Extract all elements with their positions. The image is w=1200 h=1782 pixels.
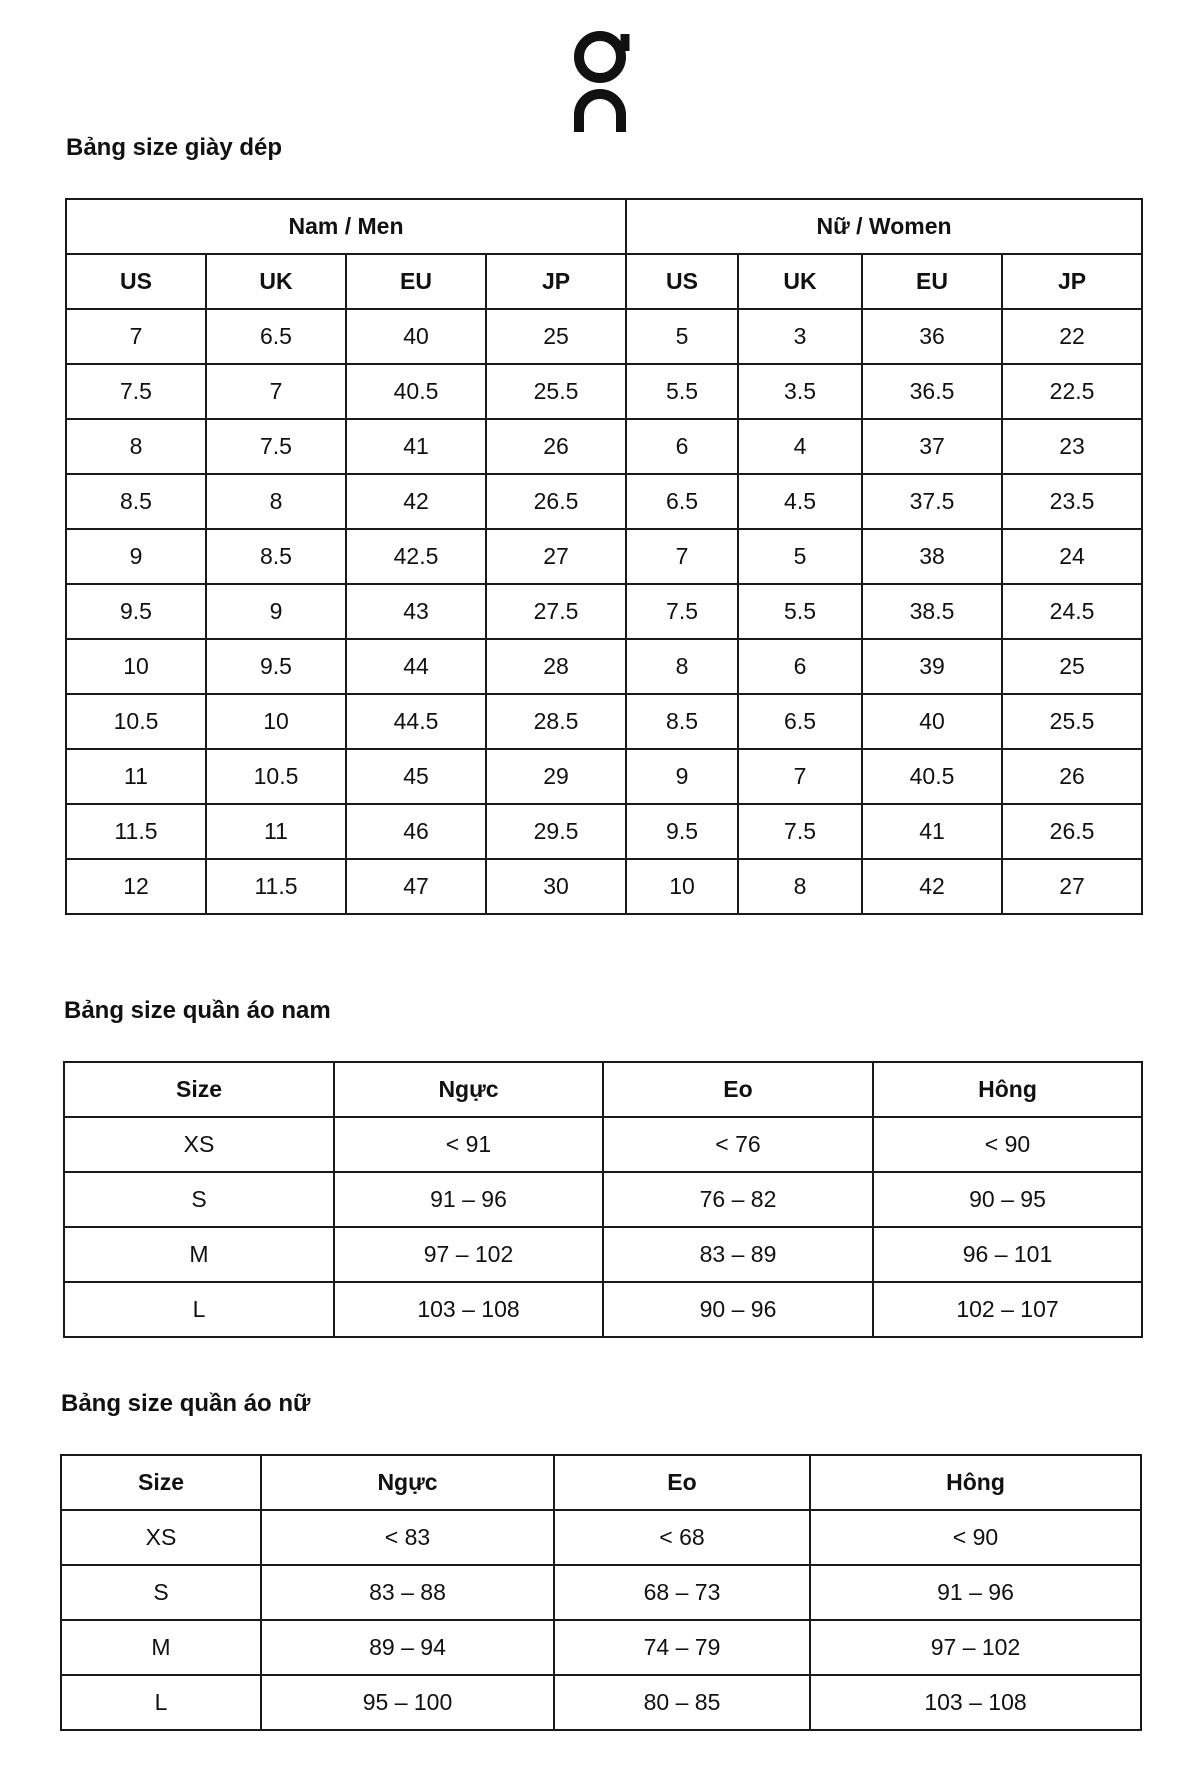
table-cell: 29.5 [486,804,626,859]
table-cell: 97 – 102 [810,1620,1141,1675]
table-cell: 8.5 [626,694,738,749]
table-cell: 37 [862,419,1002,474]
table-cell: 36 [862,309,1002,364]
table-cell: 4 [738,419,862,474]
shoe-col-header-eu: EU [346,254,486,309]
table-row [66,309,1142,364]
table-cell: 3.5 [738,364,862,419]
table-cell: 90 – 96 [603,1282,873,1337]
table-cell: 97 – 102 [334,1227,603,1282]
table-cell: 27 [1002,859,1142,914]
table-cell: 26 [486,419,626,474]
table-cell: M [64,1227,334,1282]
table-row [61,1620,1141,1675]
women-col-header-h-ng: Hông [810,1455,1141,1510]
table-cell: 95 – 100 [261,1675,554,1730]
women-table-body [61,1510,1141,1730]
on-brand-logo-icon [569,24,631,136]
shoe-col-header-uk: UK [206,254,346,309]
table-cell: 26 [1002,749,1142,804]
women-clothing-title: Bảng size quần áo nữ [61,1390,311,1417]
table-row [66,529,1142,584]
men-clothing-size-table [63,1061,1143,1338]
men-clothing-title: Bảng size quần áo nam [64,997,331,1024]
table-cell: 8 [66,419,206,474]
table-cell: 44 [346,639,486,694]
table-cell: 6 [626,419,738,474]
table-cell: XS [64,1117,334,1172]
table-cell: 22 [1002,309,1142,364]
table-cell: 7.5 [626,584,738,639]
table-cell: < 68 [554,1510,810,1565]
men-table-body [64,1117,1142,1337]
table-cell: 23.5 [1002,474,1142,529]
table-cell: 40 [862,694,1002,749]
table-cell: 25 [486,309,626,364]
table-cell: 10.5 [206,749,346,804]
table-cell: 28.5 [486,694,626,749]
table-cell: M [61,1620,261,1675]
table-cell: 8 [626,639,738,694]
table-cell: 42.5 [346,529,486,584]
table-cell: 36.5 [862,364,1002,419]
table-cell: 91 – 96 [810,1565,1141,1620]
table-cell: 7.5 [206,419,346,474]
table-cell: 43 [346,584,486,639]
table-cell: 27.5 [486,584,626,639]
shoe-col-header-jp: JP [1002,254,1142,309]
table-cell: 83 – 89 [603,1227,873,1282]
table-cell: 91 – 96 [334,1172,603,1227]
table-cell: 24.5 [1002,584,1142,639]
table-cell: 25.5 [486,364,626,419]
table-cell: 9 [66,529,206,584]
table-cell: 76 – 82 [603,1172,873,1227]
table-cell: < 76 [603,1117,873,1172]
table-cell: 3 [738,309,862,364]
table-cell: 44.5 [346,694,486,749]
table-cell: 29 [486,749,626,804]
men-col-header-eo: Eo [603,1062,873,1117]
table-cell: < 90 [810,1510,1141,1565]
table-cell: < 90 [873,1117,1142,1172]
table-cell: 80 – 85 [554,1675,810,1730]
table-cell: 9 [206,584,346,639]
table-cell: 103 – 108 [334,1282,603,1337]
table-cell: 4.5 [738,474,862,529]
table-cell: 68 – 73 [554,1565,810,1620]
table-cell: 7 [66,309,206,364]
women-col-header-ng-c: Ngực [261,1455,554,1510]
shoe-col-header-eu: EU [862,254,1002,309]
shoe-size-table [65,198,1143,915]
table-row [66,804,1142,859]
men-col-header-h-ng: Hông [873,1062,1142,1117]
shoe-size-title: Bảng size giày dép [66,134,283,161]
table-cell: XS [61,1510,261,1565]
table-cell: S [64,1172,334,1227]
table-cell: 40.5 [346,364,486,419]
table-row [66,584,1142,639]
table-cell: 38.5 [862,584,1002,639]
table-cell: 23 [1002,419,1142,474]
table-cell: 40 [346,309,486,364]
table-cell: 7.5 [66,364,206,419]
table-cell: 6 [738,639,862,694]
table-cell: 10 [626,859,738,914]
table-cell: 38 [862,529,1002,584]
table-cell: 90 – 95 [873,1172,1142,1227]
shoe-group-header-row [66,199,1142,254]
table-row [64,1227,1142,1282]
table-cell: 41 [346,419,486,474]
table-row [66,364,1142,419]
table-cell: 9.5 [626,804,738,859]
table-row [64,1117,1142,1172]
table-cell: 8.5 [206,529,346,584]
table-cell: 102 – 107 [873,1282,1142,1337]
table-cell: 8 [738,859,862,914]
table-row [64,1172,1142,1227]
men-group-header: Nam / Men [66,199,626,254]
table-cell: 11 [66,749,206,804]
table-cell: < 83 [261,1510,554,1565]
men-column-header-row [64,1062,1142,1117]
table-cell: 7 [738,749,862,804]
table-cell: 8.5 [66,474,206,529]
table-cell: 9.5 [206,639,346,694]
table-cell: 25 [1002,639,1142,694]
table-cell: 5.5 [626,364,738,419]
table-cell: 11 [206,804,346,859]
table-cell: 9.5 [66,584,206,639]
shoe-table-body [66,309,1142,914]
shoe-col-header-jp: JP [486,254,626,309]
table-cell: 10 [66,639,206,694]
table-cell: 37.5 [862,474,1002,529]
table-cell: 42 [862,859,1002,914]
table-cell: 74 – 79 [554,1620,810,1675]
table-cell: 26.5 [486,474,626,529]
shoe-column-header-row [66,254,1142,309]
table-cell: 10 [206,694,346,749]
table-cell: 6.5 [206,309,346,364]
table-cell: 11.5 [66,804,206,859]
table-cell: L [61,1675,261,1730]
table-cell: 22.5 [1002,364,1142,419]
shoe-col-header-uk: UK [738,254,862,309]
table-cell: 47 [346,859,486,914]
table-cell: 7.5 [738,804,862,859]
men-col-header-size: Size [64,1062,334,1117]
women-clothing-size-table [60,1454,1142,1731]
table-cell: 83 – 88 [261,1565,554,1620]
table-row [64,1282,1142,1337]
table-row [66,749,1142,804]
table-cell: 12 [66,859,206,914]
table-cell: 103 – 108 [810,1675,1141,1730]
table-cell: 89 – 94 [261,1620,554,1675]
table-cell: 45 [346,749,486,804]
table-row [61,1565,1141,1620]
table-row [66,474,1142,529]
table-cell: 7 [206,364,346,419]
table-cell: 9 [626,749,738,804]
table-cell: 25.5 [1002,694,1142,749]
table-row [66,419,1142,474]
table-cell: 39 [862,639,1002,694]
table-cell: 28 [486,639,626,694]
table-cell: 27 [486,529,626,584]
table-cell: 6.5 [738,694,862,749]
table-cell: S [61,1565,261,1620]
table-cell: 8 [206,474,346,529]
table-cell: 5.5 [738,584,862,639]
table-cell: L [64,1282,334,1337]
table-cell: 41 [862,804,1002,859]
women-col-header-eo: Eo [554,1455,810,1510]
table-cell: 7 [626,529,738,584]
table-cell: 26.5 [1002,804,1142,859]
women-col-header-size: Size [61,1455,261,1510]
table-cell: 10.5 [66,694,206,749]
shoe-col-header-us: US [626,254,738,309]
men-col-header-ng-c: Ngực [334,1062,603,1117]
table-cell: 42 [346,474,486,529]
table-row [66,859,1142,914]
table-cell: 6.5 [626,474,738,529]
table-cell: 11.5 [206,859,346,914]
women-column-header-row [61,1455,1141,1510]
table-row [66,639,1142,694]
table-row [61,1675,1141,1730]
table-row [61,1510,1141,1565]
table-cell: 5 [738,529,862,584]
table-cell: 40.5 [862,749,1002,804]
table-cell: < 91 [334,1117,603,1172]
table-cell: 5 [626,309,738,364]
table-cell: 96 – 101 [873,1227,1142,1282]
table-cell: 30 [486,859,626,914]
table-cell: 46 [346,804,486,859]
shoe-col-header-us: US [66,254,206,309]
women-group-header: Nữ / Women [626,199,1142,254]
table-row [66,694,1142,749]
table-cell: 24 [1002,529,1142,584]
